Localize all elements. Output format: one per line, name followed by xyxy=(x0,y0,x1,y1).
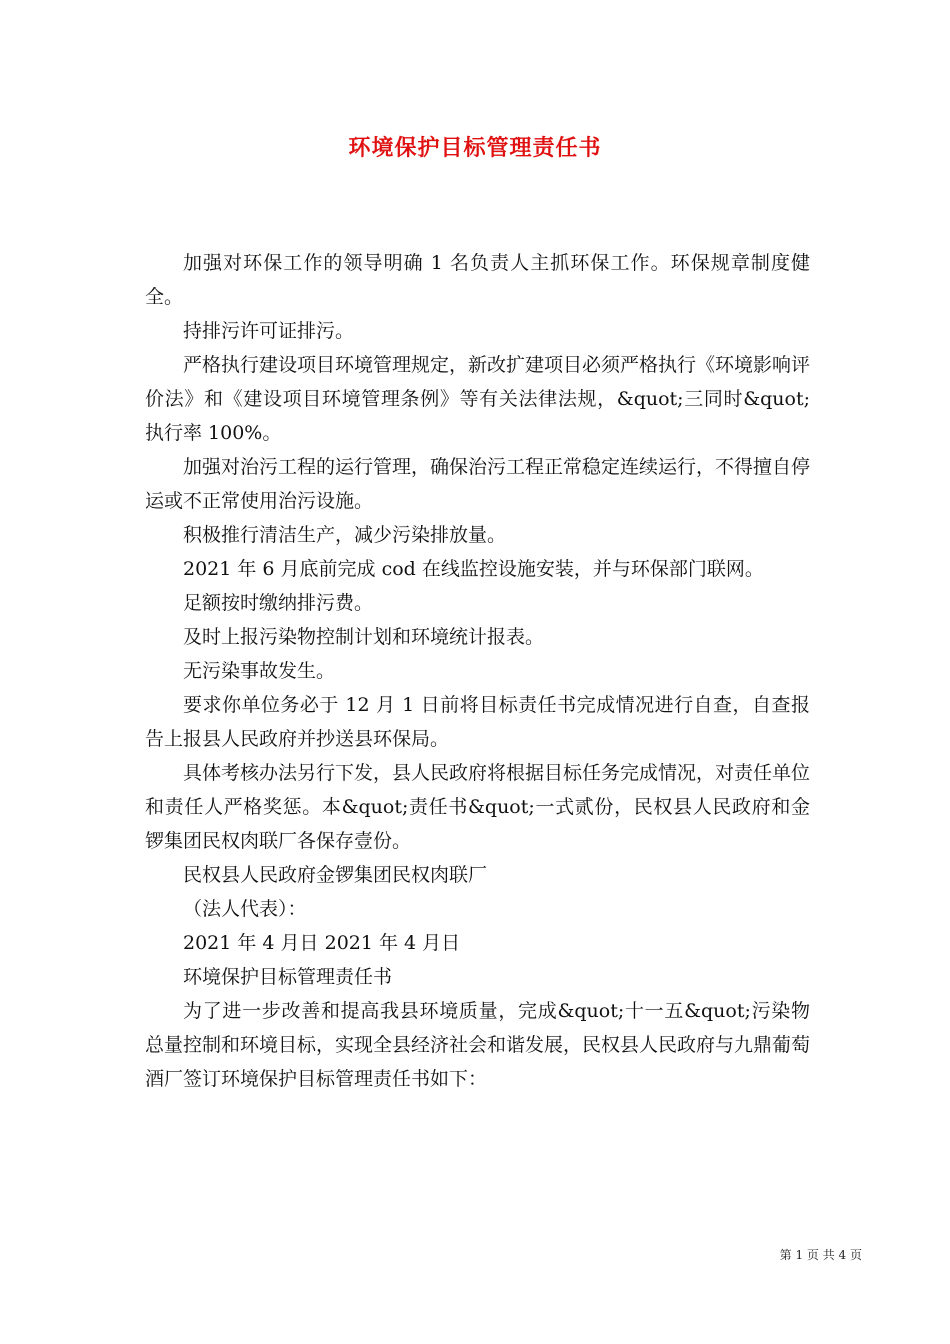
paragraph: 2021 年 6 月底前完成 cod 在线监控设施安装，并与环保部门联网。 xyxy=(183,558,764,580)
paragraph: 及时上报污染物控制计划和环境统计报表。 xyxy=(183,626,545,648)
paragraph: 加强对环保工作的领导明确 1 名负责人主抓环保工作。环保规章制度健全。 xyxy=(145,252,810,308)
paragraph: 足额按时缴纳排污费。 xyxy=(183,592,374,614)
date-line: 2021 年 4 月日 2021 年 4 月日 xyxy=(183,932,461,954)
paragraph: 持排污许可证排污。 xyxy=(183,320,355,342)
paragraph: 严格执行建设项目环境管理规定，新改扩建项目必须严格执行《环境影响评价法》和《建设项目环境管理条例》等有关法律法规，&quot;三同时&quot;执行率 100%。 xyxy=(145,354,811,444)
document-title: 环境保护目标管理责任书 xyxy=(348,135,602,161)
paragraph: 为了进一步改善和提高我县环境质量，完成&quot;十一五&quot;污染物总量控制和环境目标，实现全县经济社会和谐发展，民权县人民政府与九鼎葡萄酒厂签订环境保护目标管理责任书如下： xyxy=(145,1000,811,1090)
paragraph: 加强对治污工程的运行管理，确保治污工程正常稳定连续运行，不得擅自停运或不正常使用治污设施。 xyxy=(145,456,811,512)
page-indicator: 第 1 页 共 4 页 xyxy=(779,1248,862,1262)
paragraph: 要求你单位务必于 12 月 1 日前将目标责任书完成情况进行自查，自查报告上报县人民政府并抄送县环保局。 xyxy=(145,694,810,750)
signature-line: 民权县人民政府金锣集团民权肉联厂 xyxy=(183,864,488,886)
legal-representative-line: （法人代表）： xyxy=(183,898,307,920)
section-heading: 环境保护目标管理责任书 xyxy=(183,966,393,988)
document-body xyxy=(145,246,810,1096)
paragraph: 积极推行清洁生产，减少污染排放量。 xyxy=(183,524,507,546)
paragraph: 具体考核办法另行下发，县人民政府将根据目标任务完成情况，对责任单位和责任人严格奖惩。本&quot;责任书&quot;一式贰份，民权县人民政府和金锣集团民权肉联厂各保存壹份。 xyxy=(145,762,811,852)
paragraph: 无污染事故发生。 xyxy=(183,660,336,682)
